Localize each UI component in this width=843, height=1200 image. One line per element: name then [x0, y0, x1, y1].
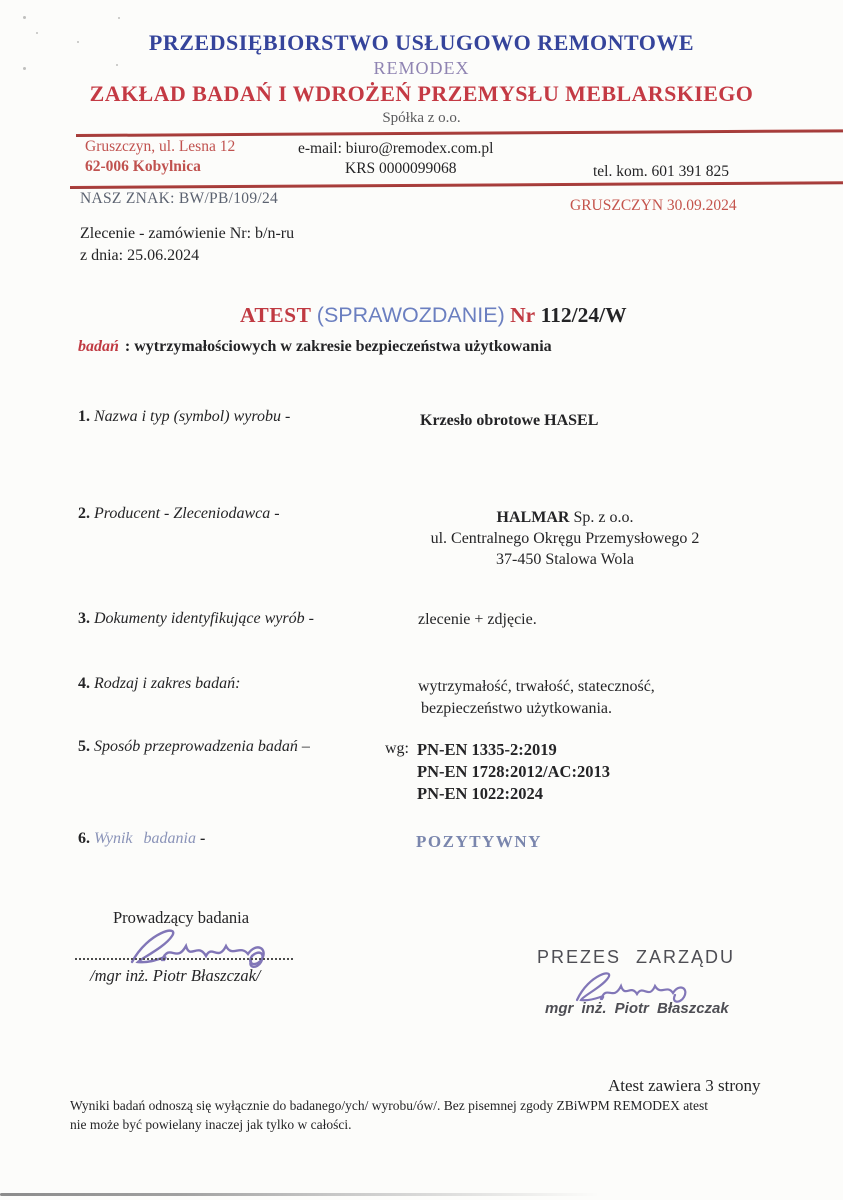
- pages-note: Atest zawiera 3 strony: [608, 1076, 761, 1095]
- subtitle-badan: badań: [78, 338, 119, 355]
- disclaimer-line-2: nie może być powielany inaczej jak tylko w całości.: [70, 1117, 352, 1132]
- scope-line-2: bezpieczeństwo użytkowania.: [421, 700, 613, 717]
- item-1-value: Krzesło obrotowe HASEL: [420, 412, 599, 429]
- reference-number: NASZ ZNAK: BW/PB/109/24: [80, 190, 279, 207]
- item-4-number: 4.: [78, 675, 90, 692]
- address-line-2: 62-006 Kobylnica: [85, 158, 201, 175]
- item-6-text: Wynik badania: [94, 830, 196, 847]
- producer-city: 37-450 Stalowa Wola: [496, 551, 634, 568]
- item-3-number: 3.: [78, 610, 90, 627]
- norms-wg: wg:: [385, 740, 409, 757]
- address-line-1: Gruszczyn, ul. Lesna 12: [85, 138, 236, 155]
- title-number: 112/24/W: [540, 303, 627, 327]
- producer-name-line: [385, 507, 745, 528]
- norm-1: PN-EN 1335-2:2019: [417, 740, 557, 759]
- item-4-text: Rodzaj i zakres badań:: [94, 675, 241, 692]
- disclaimer-line-1: Wyniki badań odnoszą się wyłącznie do badanego/ych/ wyrobu/ów/. Bez pisemnej zgody ZBiWPM REMODEX atest: [70, 1098, 709, 1113]
- norm-2: PN-EN 1728:2012/AC:2013: [417, 762, 610, 781]
- item-4-value: [418, 676, 655, 720]
- title-atest: ATEST: [240, 303, 312, 327]
- item-5-label: [78, 738, 310, 756]
- test-result: POZYTYWNY: [416, 832, 542, 851]
- examiner-name: /mgr inż. Piotr Błaszczak/: [90, 966, 261, 985]
- examiner-title: Prowadzący badania: [113, 908, 250, 927]
- item-1-text: Nazwa i typ (symbol) wyrobu -: [94, 408, 291, 425]
- item-5-number: 5.: [78, 738, 90, 755]
- company-name: PRZEDSIĘBIORSTWO USŁUGOWO REMONTOWE: [148, 30, 695, 55]
- order-number-line: Zlecenie - zamówienie Nr: b/n-ru: [80, 225, 295, 242]
- scope-line-1: wytrzymałość, trwałość, stateczność,: [418, 678, 655, 695]
- krs-number: KRS 0000099068: [345, 160, 457, 177]
- item-4-label: [78, 675, 241, 693]
- producer-suffix: Sp. z o.o.: [569, 509, 634, 526]
- order-date-line: z dnia: 25.06.2024: [80, 247, 200, 264]
- scan-speck: [36, 32, 38, 34]
- email-text: e-mail: biuro@remodex.com.pl: [298, 140, 494, 157]
- company-form: Spółka z o.o.: [382, 110, 461, 126]
- item-2-text: Producent - Zleceniodawca -: [94, 505, 280, 522]
- item-6-number: 6.: [78, 830, 90, 847]
- disclaimer: [70, 1096, 810, 1134]
- scan-speck: [118, 17, 120, 19]
- item-3-text: Dokumenty identyfikujące wyrób -: [94, 610, 314, 627]
- producer-name: HALMAR: [496, 509, 570, 526]
- item-1-number: 1.: [78, 408, 90, 425]
- title-sprawozdanie: (SPRAWOZDANIE): [316, 303, 505, 327]
- ruled-line-bottom: [70, 181, 843, 189]
- president-name: mgr inż. Piotr Błaszczak: [545, 1000, 729, 1017]
- item-1-label: [78, 408, 290, 426]
- ruled-line-top: [76, 129, 843, 137]
- phone-number: tel. kom. 601 391 825: [593, 163, 730, 180]
- item-2-value: [385, 507, 745, 570]
- item-2-number: 2.: [78, 505, 90, 522]
- signature-dotted-line: [75, 958, 293, 960]
- norms-list: [417, 739, 610, 805]
- division-name: ZAKŁAD BADAŃ I WDROŻEŃ PRZEMYSŁU MEBLARSKIEGO: [89, 81, 754, 106]
- item-2-label: [78, 505, 280, 523]
- president-title: PREZES ZARZĄDU: [537, 947, 736, 967]
- brand-name: REMODEX: [373, 58, 470, 78]
- item-3-label: [78, 610, 314, 628]
- document-subtitle: [78, 338, 552, 356]
- scan-edge-artifact: [0, 1193, 600, 1196]
- title-nr: Nr: [510, 303, 536, 327]
- subtitle-rest: : wytrzymałościowych w zakresie bezpieczeństwa użytkowania: [124, 338, 552, 355]
- document-title: [240, 303, 627, 328]
- item-3-value: zlecenie + zdjęcie.: [418, 611, 537, 628]
- item-5-text: Sposób przeprowadzenia badań –: [94, 738, 310, 755]
- place-and-date: GRUSZCZYN 30.09.2024: [570, 197, 737, 214]
- item-6-dash: -: [199, 830, 206, 847]
- scan-speck: [23, 67, 26, 70]
- handwritten-signature-left: [118, 922, 293, 968]
- scan-speck: [23, 16, 26, 19]
- producer-street: ul. Centralnego Okręgu Przemysłowego 2: [430, 530, 700, 547]
- norm-3: PN-EN 1022:2024: [417, 784, 544, 803]
- item-6-label: [78, 830, 205, 848]
- letterhead: [60, 30, 783, 127]
